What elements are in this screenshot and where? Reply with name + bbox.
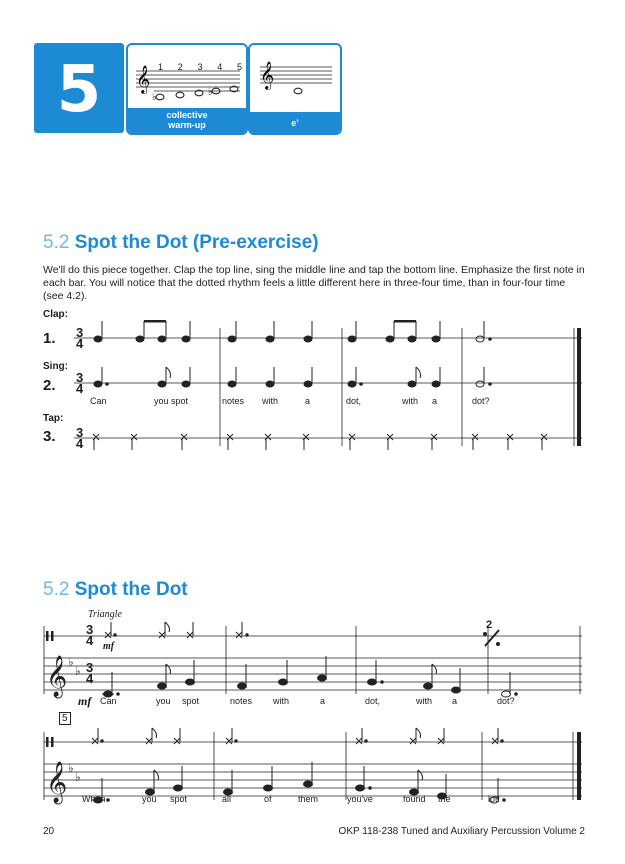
svg-text:3: 3	[76, 325, 84, 340]
lyric-word: When	[82, 794, 106, 804]
lyric-word: of	[264, 794, 272, 804]
lyric-word: a	[320, 696, 326, 706]
lyric-word: Can	[100, 696, 117, 706]
lyric-word: spot	[182, 696, 200, 706]
lyric-word: with	[262, 396, 279, 406]
dynamic-mark-upper: mf	[103, 641, 115, 652]
warmup-card	[126, 43, 248, 135]
svg-text:3: 3	[76, 425, 84, 440]
lyric-word: notes	[230, 696, 253, 706]
svg-text:♭: ♭	[75, 664, 81, 678]
svg-text:♭: ♭	[68, 655, 74, 669]
row-number-1: 1.	[43, 330, 56, 347]
lyric-word: spot	[170, 794, 188, 804]
treble-clef-icon: 𝄞	[136, 66, 151, 93]
pre-exercise-instructions: We'll do this piece together. Clap the top line, sing the middle line and tap the bottom line. Emphasize the first note in each bar. You will notice that the dotted rhythm feels a little different here in three-four time, than in four-four time (see 4.2).	[43, 264, 585, 302]
lyric-word: all	[222, 794, 232, 804]
row-label-clap: Clap:	[43, 309, 68, 320]
lesson-badge	[34, 43, 124, 133]
lyric-word: a	[305, 396, 311, 406]
lyric-word: the	[438, 794, 451, 804]
lyric-word: a	[432, 396, 438, 406]
lyric-word: you've	[347, 794, 373, 804]
row-number-2: 2.	[43, 377, 56, 394]
finger-number: 2	[177, 62, 183, 72]
row-label-sing: Sing:	[43, 361, 68, 372]
lyric-word: dot,	[365, 696, 381, 706]
treble-clef-icon: 𝄞	[46, 761, 68, 802]
svg-text:♭: ♭	[75, 770, 81, 784]
svg-text:3: 3	[86, 660, 94, 675]
lyric-word: dot?	[497, 696, 515, 706]
treble-clef-icon: 𝄞	[260, 62, 275, 89]
lyric-word: dot?	[472, 396, 490, 406]
lyric-word: lot!	[488, 794, 501, 804]
finger-number: 5	[236, 62, 242, 72]
lyric-word: with	[416, 696, 433, 706]
svg-text:3: 3	[86, 622, 94, 637]
lyric-word: notes	[222, 396, 245, 406]
row-number-3: 3.	[43, 428, 56, 445]
lyric-word: you	[142, 794, 157, 804]
page-number: 20	[43, 826, 55, 837]
svg-text:4: 4	[86, 633, 94, 648]
warmup-caption: collective warm-up	[128, 108, 246, 133]
rhythm-score	[0, 320, 625, 450]
exercise-score	[0, 620, 625, 810]
finger-numbers	[158, 62, 242, 72]
svg-text:4: 4	[86, 671, 94, 686]
lyric-word: a	[452, 696, 458, 706]
finger-number: 4	[217, 62, 223, 72]
note-staff	[250, 45, 340, 109]
lyric-word: with	[273, 696, 290, 706]
lyric-word: you	[156, 696, 171, 706]
lyric-word: you spot	[154, 396, 189, 406]
lyric-word: Can	[90, 396, 107, 406]
lesson-number: 5	[56, 53, 102, 127]
lyric-word: dot,	[346, 396, 362, 406]
svg-text:♭: ♭	[152, 92, 157, 103]
finger-number: 3	[197, 62, 203, 72]
note-card	[248, 43, 342, 135]
lyric-word: with	[402, 396, 419, 406]
warmup-staff	[128, 45, 246, 109]
book-title: OKP 118-238 Tuned and Auxiliary Percussion Volume 2	[338, 826, 585, 837]
finger-number: 1	[158, 62, 164, 72]
pre-exercise-title: 5.2 Spot the Dot (Pre-exercise)	[43, 232, 319, 253]
repeat-count: 2	[486, 620, 493, 631]
lyric-word: them	[298, 794, 319, 804]
bar-number: 5	[59, 712, 71, 725]
svg-text:4: 4	[76, 381, 84, 396]
treble-clef-icon: 𝄞	[46, 655, 68, 696]
svg-text:4: 4	[76, 336, 84, 351]
svg-text:♭: ♭	[68, 761, 74, 775]
svg-text:♭: ♭	[208, 87, 213, 98]
instrument-label: Triangle	[88, 609, 122, 620]
note-caption: e’	[250, 112, 340, 133]
exercise-title: 5.2 Spot the Dot	[43, 579, 188, 600]
svg-text:3: 3	[76, 370, 84, 385]
svg-text:4: 4	[76, 436, 84, 450]
dynamic-mark-lower: mf	[78, 694, 92, 708]
lyric-word: found	[403, 794, 426, 804]
row-label-tap: Tap:	[43, 413, 64, 424]
